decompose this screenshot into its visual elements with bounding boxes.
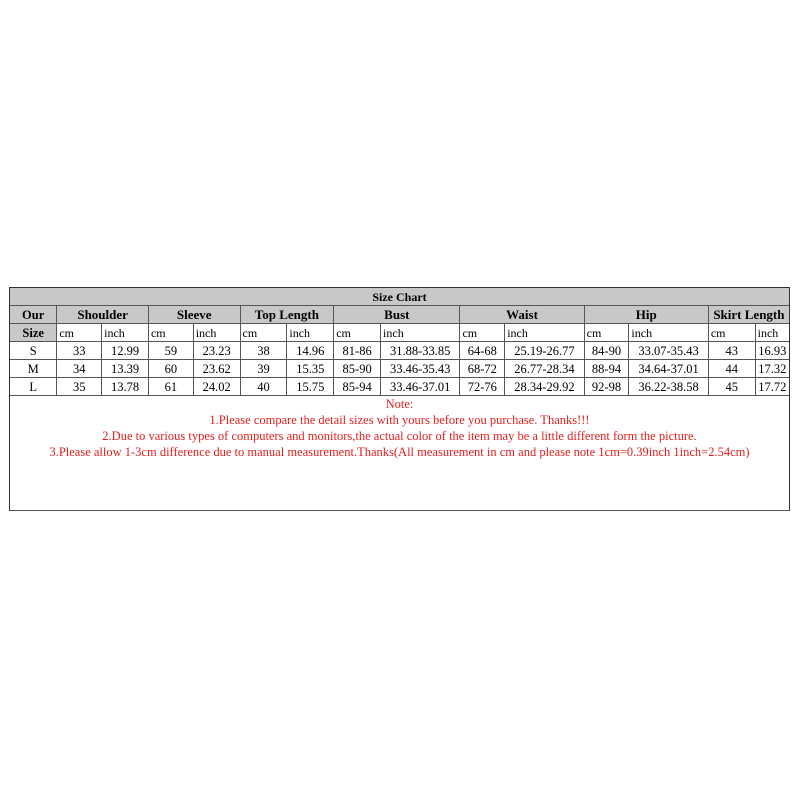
column-group-header: Waist (460, 306, 584, 324)
value-cell: 40 (240, 378, 287, 396)
column-group-header: Sleeve (148, 306, 240, 324)
table-row (10, 360, 789, 378)
value-cell: 59 (148, 342, 193, 360)
size-label: Size (10, 324, 57, 342)
size-cell: M (10, 360, 57, 378)
value-cell: 85-90 (334, 360, 381, 378)
unit-label: inch (102, 324, 149, 342)
unit-label: cm (240, 324, 287, 342)
value-cell: 33 (57, 342, 102, 360)
unit-label: inch (381, 324, 460, 342)
note-line-2: 2.Due to various types of computers and monitors,the actual color of the item may be a little different form the picture. (102, 429, 697, 443)
table-row (10, 342, 789, 360)
notes-section (10, 396, 789, 511)
size-cell: L (10, 378, 57, 396)
size-chart (9, 287, 790, 511)
value-cell: 26.77-28.34 (505, 360, 584, 378)
table-row (10, 378, 789, 396)
column-group-header: Bust (334, 306, 460, 324)
note-heading: Note: (385, 397, 414, 411)
value-cell: 12.99 (102, 342, 149, 360)
unit-label: inch (287, 324, 334, 342)
note-line-1: 1.Please compare the detail sizes with yours before you purchase. Thanks!!! (209, 413, 590, 427)
value-cell: 88-94 (584, 360, 629, 378)
size-cell: S (10, 342, 57, 360)
value-cell: 31.88-33.85 (381, 342, 460, 360)
value-cell: 34 (57, 360, 102, 378)
value-cell: 23.62 (193, 360, 240, 378)
value-cell: 61 (148, 378, 193, 396)
chart-title: Size Chart (10, 288, 789, 306)
value-cell: 84-90 (584, 342, 629, 360)
value-cell: 34.64-37.01 (629, 360, 708, 378)
unit-label: cm (708, 324, 755, 342)
value-cell: 17.32 (755, 360, 789, 378)
value-cell: 14.96 (287, 342, 334, 360)
unit-label: cm (57, 324, 102, 342)
value-cell: 60 (148, 360, 193, 378)
value-cell: 16.93 (755, 342, 789, 360)
unit-label: cm (584, 324, 629, 342)
value-cell: 45 (708, 378, 755, 396)
value-cell: 35 (57, 378, 102, 396)
value-cell: 15.35 (287, 360, 334, 378)
value-cell: 33.46-37.01 (381, 378, 460, 396)
column-group-header: Shoulder (57, 306, 149, 324)
value-cell: 24.02 (193, 378, 240, 396)
unit-label: inch (629, 324, 708, 342)
value-cell: 64-68 (460, 342, 505, 360)
unit-label: inch (505, 324, 584, 342)
value-cell: 17.72 (755, 378, 789, 396)
value-cell: 36.22-38.58 (629, 378, 708, 396)
size-table (10, 288, 789, 511)
value-cell: 23.23 (193, 342, 240, 360)
unit-label: cm (334, 324, 381, 342)
column-group-header: Hip (584, 306, 708, 324)
value-cell: 72-76 (460, 378, 505, 396)
unit-label: inch (755, 324, 789, 342)
value-cell: 15.75 (287, 378, 334, 396)
value-cell: 13.78 (102, 378, 149, 396)
value-cell: 81-86 (334, 342, 381, 360)
value-cell: 43 (708, 342, 755, 360)
value-cell: 92-98 (584, 378, 629, 396)
value-cell: 44 (708, 360, 755, 378)
value-cell: 28.34-29.92 (505, 378, 584, 396)
column-group-header: Skirt Length (708, 306, 789, 324)
note-line-3: 3.Please allow 1-3cm difference due to manual measurement.Thanks(All measurement in cm and please note 1cm=0.39inch 1inch=2.54cm) (49, 445, 750, 459)
value-cell: 13.39 (102, 360, 149, 378)
value-cell: 25.19-26.77 (505, 342, 584, 360)
unit-label: cm (460, 324, 505, 342)
column-group-header: Top Length (240, 306, 334, 324)
value-cell: 33.07-35.43 (629, 342, 708, 360)
our-label: Our (10, 306, 57, 324)
value-cell: 68-72 (460, 360, 505, 378)
unit-label: inch (193, 324, 240, 342)
value-cell: 33.46-35.43 (381, 360, 460, 378)
unit-label: cm (148, 324, 193, 342)
value-cell: 85-94 (334, 378, 381, 396)
value-cell: 38 (240, 342, 287, 360)
value-cell: 39 (240, 360, 287, 378)
